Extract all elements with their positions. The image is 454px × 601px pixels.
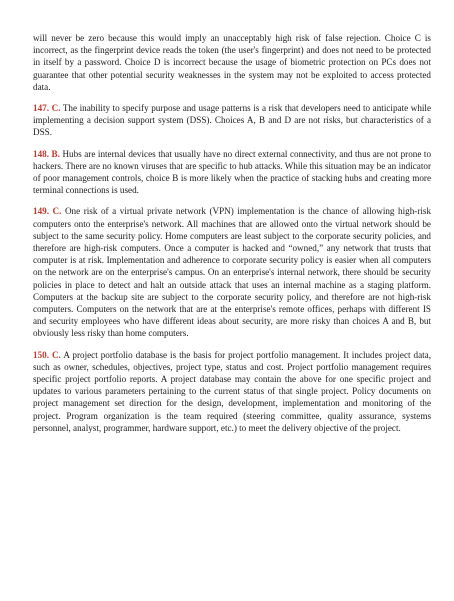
continuation-paragraph bbox=[33, 32, 431, 93]
document-page bbox=[33, 32, 431, 443]
answer-150-number: 150. bbox=[33, 349, 49, 360]
answer-147-text: The inability to specify purpose and usage patterns is a risk that developers need to anticipate while implementing a decision support system (DSS). Choices A, B and D are not risks, but characteristics of a DSS. bbox=[33, 103, 432, 138]
answer-149-number: 149. bbox=[33, 206, 49, 217]
answer-148-choice: B. bbox=[51, 148, 60, 159]
answer-148-number: 148. bbox=[33, 148, 49, 159]
answer-149-choice: C. bbox=[52, 206, 62, 217]
answer-148-text: Hubs are internal devices that usually have no direct external connectivity, and thus are not prone to hackers. There are no known viruses that are specific to hub attacks. While this situation may be an indicator of poor management controls, choice B is more likely when the practice of stacking hubs and creating more terminal connections is used. bbox=[33, 148, 432, 196]
continuation-text: will never be zero because this would imply an unacceptably high risk of false rejection. Choice C is incorrect, as the fingerprint device reads the token (the user's fingerprint) and does not need to be protected in itself by a password. Choice D is incorrect because the usage of biometric protection on PCs does not guarantee that other potential security weaknesses in the system may not be exploited to access protected data. bbox=[33, 33, 431, 92]
answer-150 bbox=[33, 349, 431, 434]
answer-149 bbox=[33, 205, 431, 339]
answer-147-choice: C. bbox=[51, 103, 61, 114]
answer-150-choice: C. bbox=[51, 349, 61, 360]
answer-147-number: 147. bbox=[33, 103, 49, 114]
answer-147 bbox=[33, 102, 431, 139]
answer-149-text: One risk of a virtual private network (VPN) implementation is the chance of allowing high-risk computers onto the enterprise's network. All machines that are allowed onto the virtual network should be subject to the same security policy. Home computers are least subject to the corporate security policies, and therefore are high-risk computers. Once a computer is hacked and “owned,” any network that trusts that computer is at risk. Implementation and adherence to corporate security policy is easier when all computers on the network are on the enterprise's campus. On an enterprise's internal network, there should be security policies in place to detect and halt an outside attack that uses an internal machine as a staging platform. Computers at the backup site are subject to the corporate security policy, and therefore are not high-risk computers. Computers on the network that are at the enterprise's remote offices, perhaps with different IS and security employees who have different ideas about security, are more risky than choices A and B, but obviously less risky than home computers. bbox=[33, 206, 432, 339]
answer-148 bbox=[33, 148, 431, 197]
answer-150-text: A project portfolio database is the basis for project portfolio management. It includes project data, such as owner, schedules, objectives, project type, status and cost. Project portfolio management requires specific project portfolio reports. A project database may contain the above for one specific project and updates to various parameters pertaining to the current status of that single project. Policy documents on project management set direction for the design, development, implementation and monitoring of the project. Program organization is the team required (steering committee, quality assurance, systems personnel, analyst, programmer, hardware support, etc.) to meet the delivery objective of the project. bbox=[33, 349, 432, 433]
